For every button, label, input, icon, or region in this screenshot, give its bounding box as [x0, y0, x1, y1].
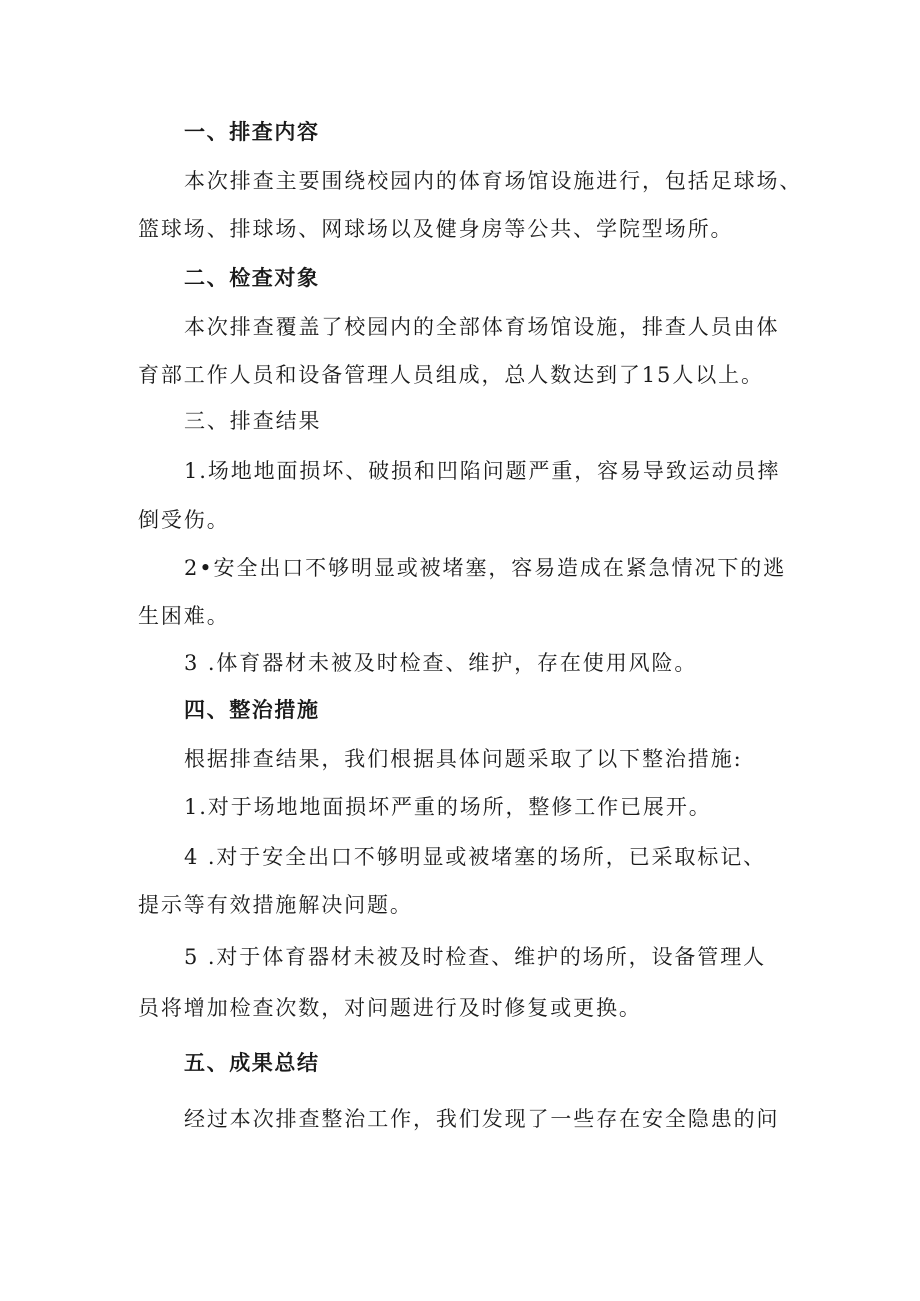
paragraph-line: 育部工作人员和设备管理人员组成，总人数达到了15人以上。 — [138, 363, 764, 387]
paragraph-line: 4 .对于安全出口不够明显或被堵塞的场所，已采取标记、 — [184, 845, 767, 869]
paragraph-line: 本次排查主要围绕校园内的体育场馆设施进行，包括足球场、 — [184, 169, 803, 193]
paragraph-line: 员将增加检查次数，对问题进行及时修复或更换。 — [138, 996, 642, 1020]
paragraph-line: 3 .体育器材未被及时检查、维护，存在使用风险。 — [184, 651, 698, 675]
paragraph-line: 1.对于场地地面损坏严重的场所，整修工作已展开。 — [184, 795, 712, 819]
paragraph-line: 根据排查结果，我们根据具体问题采取了以下整治措施: — [184, 747, 743, 771]
paragraph-line: 经过本次排查整治工作，我们发现了一些存在安全隐患的问 — [184, 1107, 780, 1131]
paragraph-line: 提示等有效措施解决问题。 — [138, 893, 413, 917]
paragraph-line: 1.场地地面损坏、破损和凹陷问题严重，容易导致运动员摔 — [184, 459, 781, 483]
section-heading: 三、排查结果 — [184, 409, 322, 433]
section-heading: 一、排查内容 — [184, 120, 320, 144]
paragraph-line: 2•安全出口不够明显或被堵塞，容易造成在紧急情况下的逃 — [184, 556, 787, 580]
section-heading: 五、成果总结 — [184, 1051, 320, 1075]
paragraph-line: 倒受伤。 — [138, 508, 230, 532]
section-heading: 四、整治措施 — [184, 698, 320, 722]
paragraph-line: 生困难。 — [138, 604, 230, 628]
paragraph-line: 篮球场、排球场、网球场以及健身房等公共、学院型场所。 — [138, 217, 734, 241]
section-heading: 二、检查对象 — [184, 266, 320, 290]
paragraph-line: 5 .对于体育器材未被及时检查、维护的场所，设备管理人 — [184, 945, 767, 969]
paragraph-line: 本次排查覆盖了校园内的全部体育场馆设施，排查人员由体 — [184, 315, 780, 339]
